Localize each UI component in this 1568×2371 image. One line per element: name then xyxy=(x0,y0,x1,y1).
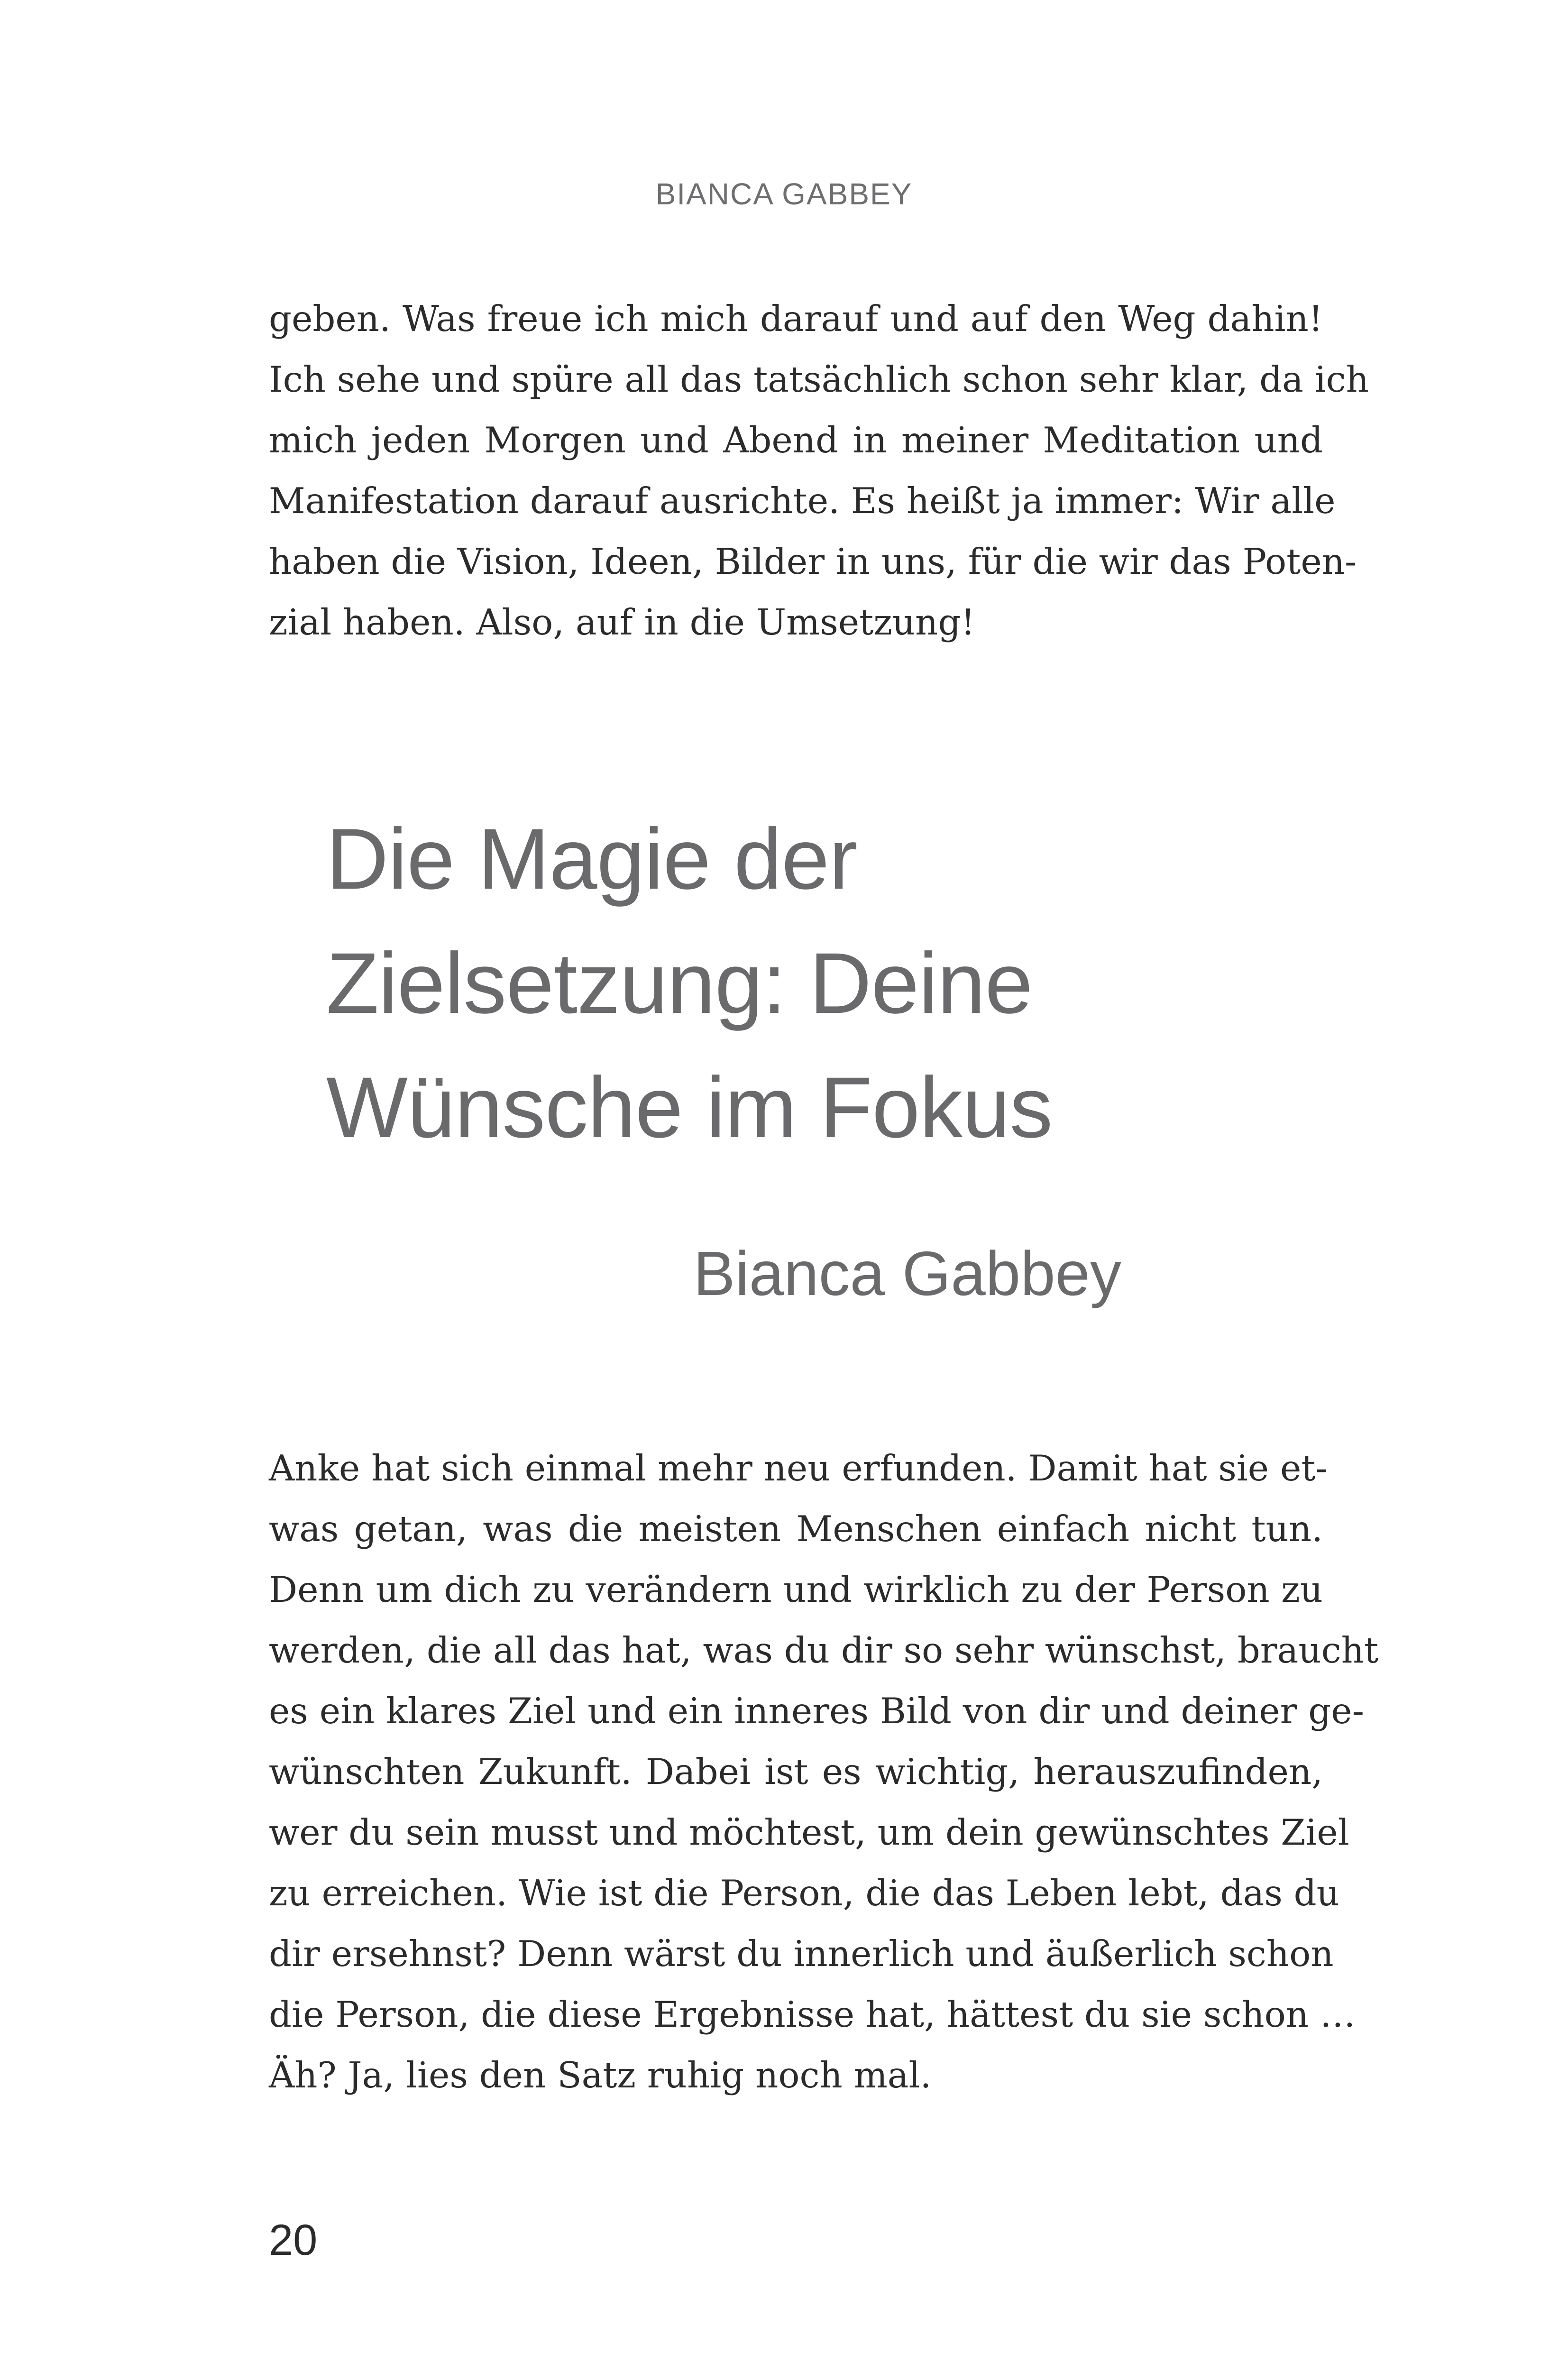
text-line: Äh? Ja, lies den Satz ruhig noch mal. xyxy=(269,2054,932,2096)
chapter-author: Bianca Gabbey xyxy=(693,1239,1121,1308)
paragraph-main xyxy=(269,1438,1379,2105)
text-line: Anke hat sich einmal mehr neu erfunden. Damit hat sie et- xyxy=(269,1447,1328,1489)
paragraph-intro xyxy=(269,288,1369,652)
chapter-title-line: Die Magie der xyxy=(326,810,857,907)
text-line: was getan, was die meisten Menschen einfach nicht tun. xyxy=(269,1508,1323,1550)
text-line: werden, die all das hat, was du dir so sehr wünschst, braucht xyxy=(269,1629,1379,1671)
text-line: Denn um dich zu verändern und wirklich zu der Person zu xyxy=(269,1569,1323,1610)
chapter-title-line: Zielsetzung: Deine xyxy=(326,935,1033,1031)
text-line: die Person, die diese Ergebnisse hat, hättest du sie schon … xyxy=(269,1994,1356,2035)
text-line: zial haben. Also, auf in die Umsetzung! xyxy=(269,601,975,643)
page-number: 20 xyxy=(269,2216,318,2264)
text-line: geben. Was freue ich mich darauf und auf den Weg dahin! xyxy=(269,298,1323,340)
text-line: mich jeden Morgen und Abend in meiner Meditation und xyxy=(269,419,1323,461)
text-line: wünschten Zukunft. Dabei ist es wichtig, herauszufinden, xyxy=(269,1751,1323,1792)
text-line: dir ersehnst? Denn wärst du innerlich und äußerlich schon xyxy=(269,1933,1334,1975)
text-line: haben die Vision, Ideen, Bilder in uns, für die wir das Poten- xyxy=(269,541,1357,582)
chapter-title xyxy=(326,797,1052,1169)
text-line: wer du sein musst und möchtest, um dein gewünschtes Ziel xyxy=(269,1811,1349,1853)
chapter-title-line: Wünsche im Fokus xyxy=(326,1059,1053,1156)
running-head: BIANCA GABBEY xyxy=(655,177,913,211)
text-line: zu erreichen. Wie ist die Person, die das Leben lebt, das du xyxy=(269,1872,1339,1914)
text-line: Manifestation darauf ausrichte. Es heißt ja immer: Wir alle xyxy=(269,480,1336,522)
text-line: Ich sehe und spüre all das tatsächlich schon sehr klar, da ich xyxy=(269,358,1369,400)
text-line: es ein klares Ziel und ein inneres Bild von dir und deiner ge- xyxy=(269,1690,1365,1732)
